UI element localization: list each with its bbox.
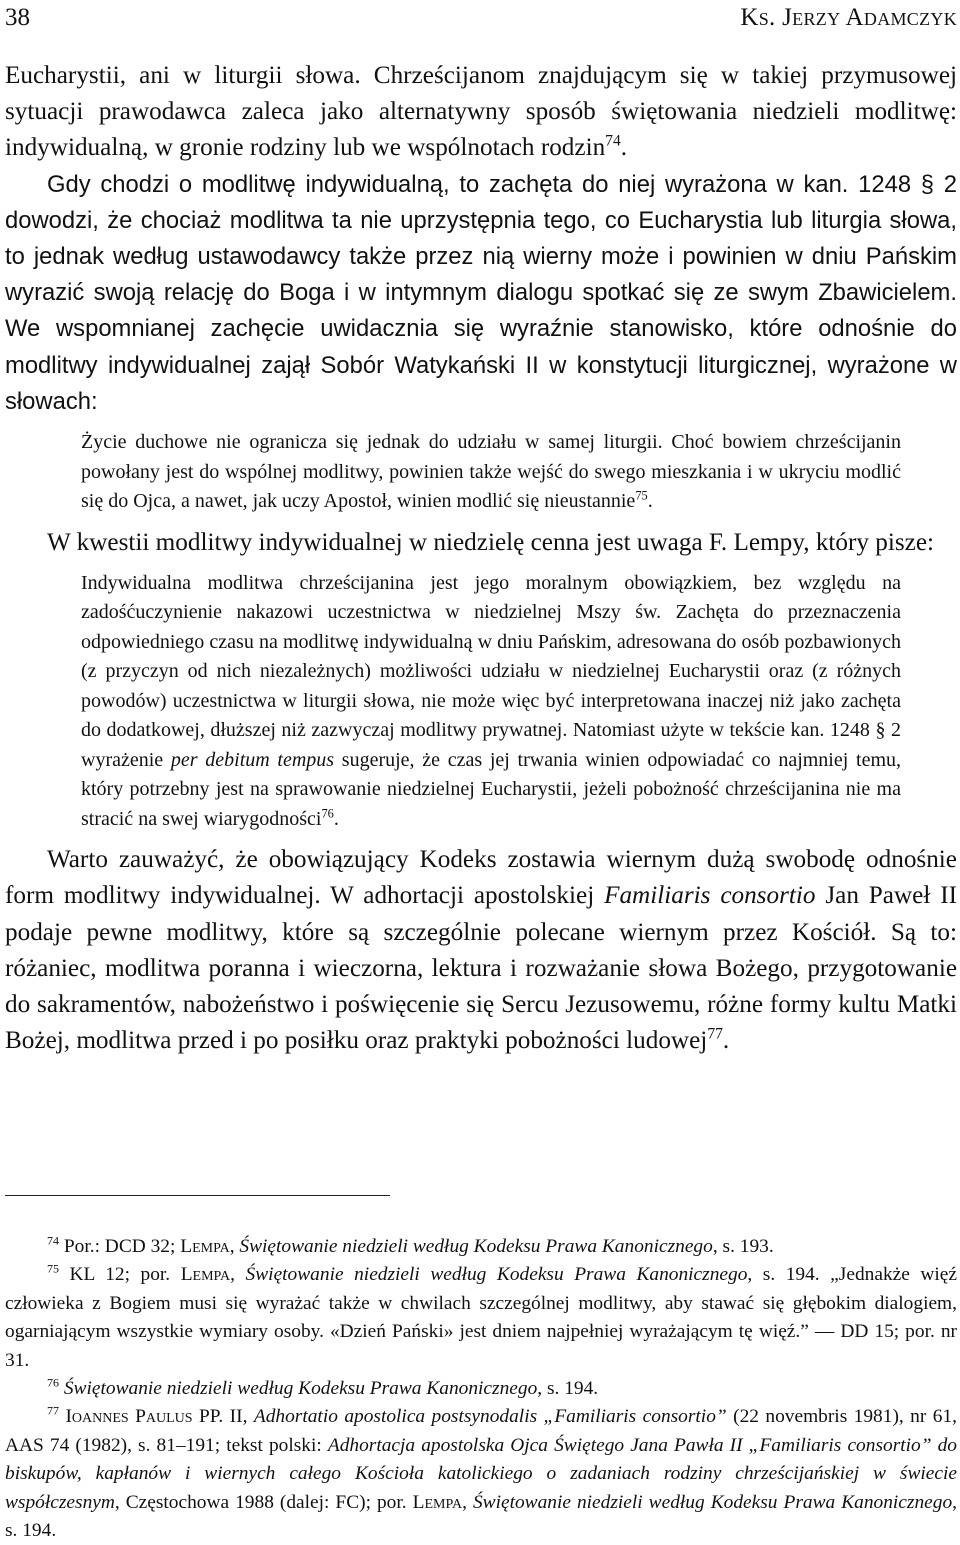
page-header	[5, 4, 957, 38]
running-head: Ks. Jerzy Adamczyk	[740, 4, 957, 31]
footnote-ref-76[interactable]: 76	[321, 806, 334, 821]
footnote-76: $^{76}$ Świętowanie niedzieli według Kodeksu Prawa Kanonicznego, s. 194.	[47, 1375, 599, 1400]
footnotes	[5, 1233, 957, 1545]
block-quote-1: Życie duchowe nie ogranicza się jednak do udziału w samej liturgii. Choć bowiem chrześcijanin powołany jest do wspólnej modlitwy, powinien także wejść do swego mieszkania i w ukryciu modlić się do Ojca, a nawet, jak uczy Apostoł, winien modlić się nieustannie$^{75}$.	[81, 431, 901, 513]
main-text	[5, 58, 957, 1059]
page-number: 38	[5, 4, 30, 31]
paragraph-1: Eucharystii, ani w liturgii słowa. Chrześcijanom znajdującym się w takiej przymusowej sytuacji prawodawca zaleca jako alternatywny sposób świętowania niedzieli modlitwę: indywidualną, w gronie rodziny lub we wspólnotach rodzin$^{74}$.	[5, 62, 957, 162]
paragraph-3: W kwestii modlitwy indywidualnej w niedzielę cenna jest uwaga F. Lempy, który pisze:	[47, 528, 935, 556]
footnote-ref-75[interactable]: 75	[635, 488, 648, 503]
footnote-divider	[5, 1195, 390, 1196]
document-page	[5, 0, 958, 1542]
footnote-75: $^{75}$ KL 12; por. Lempa, Świętowanie niedzieli według Kodeksu Prawa Kanonicznego, s. 194. „Jednakże więź człowieka z Bogiem musi się wyrażać także w chwilach szczególnej modlitwy, aby stawać się głębokim dialogiem, ogarniającym wszystkie wymiary osoby. «Dzień Pański» jest dniem najpełniej wyrażającym tę więź.” — DD 15; por. nr 31.	[5, 1261, 957, 1371]
footnote-ref-74[interactable]: 74	[605, 133, 621, 151]
block-quote-2: Indywidualna modlitwa chrześcijanina jest jego moralnym obowiązkiem, bez względu na zadośćuczynienie nakazowi uczestnictwa w niedzielnej Mszy św. Zachęta do przeznaczenia odpowiedniego czasu na modlitwę indywidualną w dniu Pańskim, adresowana do osób pozbawionych (z przyczyn od nich niezależnych) możliwości udziału w niedzielnej Eucharystii oraz (z różnych powodów) uczestnictwa w liturgii słowa, nie może więc być interpretowana inaczej niż jako zachęta do dodatkowej, dłuższej niż zazwyczaj modlitwy prywatnej. Natomiast użyte w tekście kan. 1248 § 2 wyrażenie per debitum tempus sugeruje, że czas jej trwania winien odpowiadać co najmniej temu, który potrzebny jest na sprawowanie niedzielnej Eucharystii, jeżeli pobożność chrześcijanina nie ma stracić na swej wiarygodności$^{76}$.	[81, 571, 902, 830]
paragraph-4: Warto zauważyć, że obowiązujący Kodeks zostawia wiernym dużą swobodę odnośnie form modlitwy indywidualnej. W adhortacji apostolskiej Familiaris consortio Jan Paweł II podaje pewne modlitwy, które są szczególnie polecane wiernym przez Kościół. Są to: różaniec, modlitwa poranna i wieczorna, lektura i rozważanie słowa Bożego, przygotowanie do sakramentów, nabożeństwo i poświęcenie się Sercu Jezusowemu, różne formy kultu Matki Bożej, modlitwa przed i po posiłku oraz praktyki pobożności ludowej$^{77}$.	[5, 846, 958, 1055]
footnote-77: $^{77}$ Ioannes Paulus PP. II, Adhortatio apostolica postsynodalis „Familiaris consortio” (22 novembris 1981), nr 61, AAS 74 (1982), s. 81–191; tekst polski: Adhortacja apostolska Ojca Świętego Jana Pawła II „Familiaris consortio” do biskupów, kapłanów i wiernych całego Kościoła katolickiego o zadaniach rodziny chrześcijańskiej w świecie współczesnym, Częstochowa 1988 (dalej: FC); por. Lempa, Świętowanie niedzieli według Kodeksu Prawa Kanonicznego, s. 194.	[5, 1403, 958, 1542]
footnote-74: $^{74}$ Por.: DCD 32; Lempa, Świętowanie niedzieli według Kodeksu Prawa Kanonicznego, s. 193.	[47, 1233, 774, 1257]
paragraph-2: Gdy chodzi o modlitwę indywidualną, to zachęta do niej wyrażona w kan. 1248 § 2 dowodzi, że chociaż modlitwa ta nie uprzystępnia tego, co Eucharystia lub liturgia słowa, to jednak według ustawodawcy także przez nią wierny może i powinien w dniu Pańskim wyrazić swoją relację do Boga i w intymnym dialogu spotkać się ze swym Zbawicielem. We wspomnianej zachęcie uwidacznia się wyraźnie stanowisko, które odnośnie do modlitwy indywidualnej zajął Sobór Watykański II w konstytucji liturgicznej, wyrażone w słowach:	[5, 170, 957, 415]
footnote-ref-77[interactable]: 77	[707, 1025, 723, 1043]
